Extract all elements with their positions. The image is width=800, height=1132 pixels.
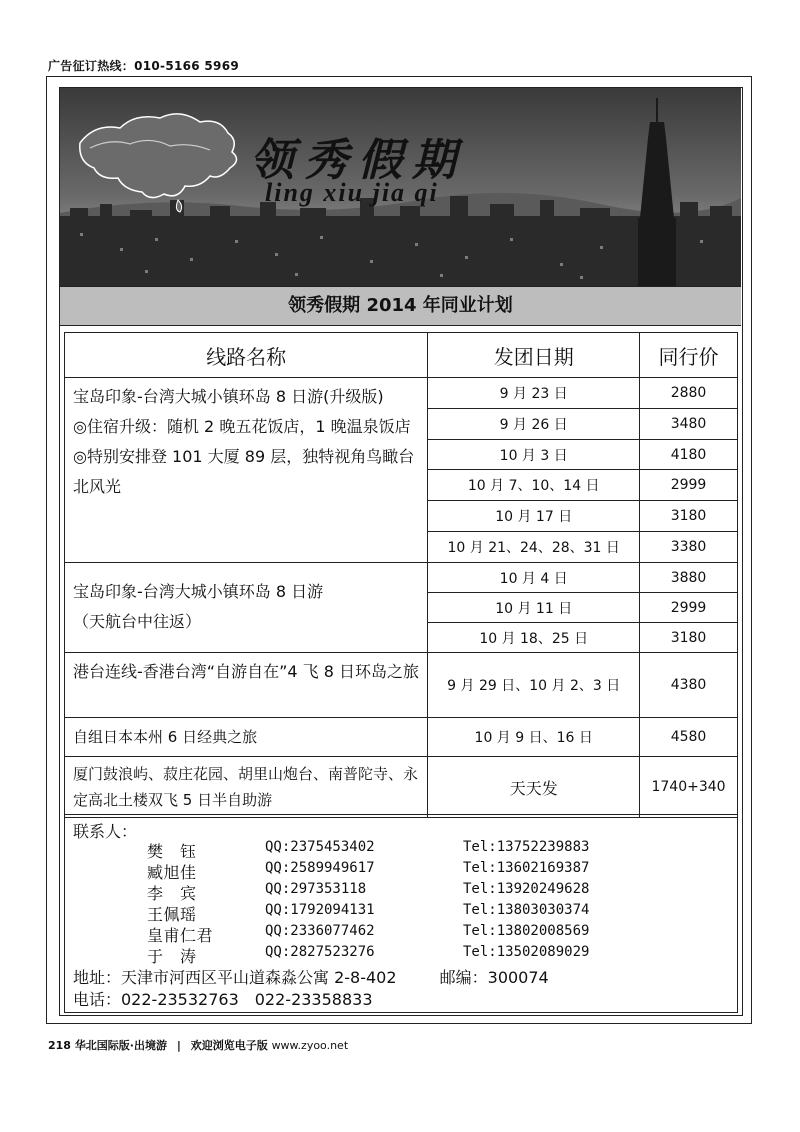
route-line: 厦门鼓浪屿、菽庄花园、胡里山炮台、南普陀寺、永定高北土楼双飞 5 日半自助游 [73,765,419,809]
contact-row [65,923,737,944]
departure-date: 10 月 9 日、16 日 [428,718,640,757]
route-name-cell [65,757,428,818]
departure-date: 9 月 23 日 [428,378,640,409]
address-line [73,965,549,988]
ad-hotline: 广告征订热线：010-5166 5969 [48,59,240,73]
contact-row [65,944,737,965]
trade-price: 3880 [640,563,738,593]
departure-date: 9 月 26 日 [428,408,640,439]
contact-qq: QQ:297353118 [265,881,367,897]
table-row [65,718,738,757]
route-line: （天航台中往返） [73,612,202,631]
edition-name: 华北国际版·出境游 [74,1039,167,1052]
header-route: 线路名称 [65,333,428,378]
trade-price: 2999 [640,470,738,501]
trade-price: 3180 [640,501,738,532]
route-line: 港台连线-香港台湾“自游自在”4 飞 8 日环岛之旅 [73,662,419,681]
contact-qq: QQ:2375453402 [265,839,375,855]
departure-date: 9 月 29 日、10 月 2、3 日 [428,653,640,718]
banner-title-pinyin: ling xiu jia qi [265,178,439,207]
departure-date: 天天发 [428,757,640,818]
trade-price: 2880 [640,378,738,409]
contact-tel: Tel:13803030374 [463,902,590,918]
contact-name: 臧旭佳 [147,863,197,882]
address: 地址：天津市河西区平山道森淼公寓 2-8-402 [73,968,397,987]
footer-divider: | [176,1039,181,1052]
contact-qq: QQ:2336077462 [265,923,375,939]
departure-date: 10 月 3 日 [428,439,640,470]
departure-date: 10 月 17 日 [428,501,640,532]
trade-price: 2999 [640,593,738,623]
trade-price: 4580 [640,718,738,757]
route-line: ◎特别安排登 101 大厦 89 层，独特视角鸟瞰台北风光 [73,447,415,496]
contact-name: 皇甫仁君 [147,926,214,945]
page-footer [48,1037,348,1053]
departure-date: 10 月 11 日 [428,593,640,623]
route-line: 自组日本本州 6 日经典之旅 [73,728,258,746]
contact-tel: Tel:13802008569 [463,923,590,939]
route-name-cell [65,378,428,563]
departure-date: 10 月 18、25 日 [428,623,640,653]
contact-tel: Tel:13602169387 [463,860,590,876]
contact-tel: Tel:13920249628 [463,881,590,897]
header-price: 同行价 [640,333,738,378]
page-number: 218 [48,1039,71,1052]
departure-date: 10 月 21、24、28、31 日 [428,532,640,563]
table-row [65,378,738,409]
contact-name: 王佩瑶 [147,905,197,924]
zip-code: 邮编：300074 [439,968,549,987]
contact-qq: QQ:2589949617 [265,860,375,876]
contact-tel: Tel:13752239883 [463,839,590,855]
table-header-row [65,333,738,378]
contacts-label: 联系人： [73,822,138,841]
table-row [65,563,738,593]
route-name-cell [65,563,428,653]
trade-price: 3180 [640,623,738,653]
footer-website-link[interactable]: www.zyoo.net [271,1039,349,1052]
contact-row [65,902,737,923]
route-line: ◎住宿升级：随机 2 晚五花饭店，1 晚温泉饭店 [73,417,411,436]
route-line: 宝岛印象-台湾大城小镇环岛 8 日游(升级版) [73,387,384,406]
route-name-cell [65,653,428,718]
trade-price: 3380 [640,532,738,563]
contact-qq: QQ:2827523276 [265,944,375,960]
contact-name: 于 涛 [147,947,197,966]
contact-row [65,860,737,881]
contact-tel: Tel:13502089029 [463,944,590,960]
trade-price: 4380 [640,653,738,718]
banner-title-cn: 领秀假期 [250,135,466,186]
contact-row [65,881,737,902]
table-row [65,653,738,718]
header-dates: 发团日期 [428,333,640,378]
departure-date: 10 月 7、10、14 日 [428,470,640,501]
contact-row [65,839,737,860]
plan-title: 领秀假期 2014 年同业计划 [60,286,741,326]
table-row [65,757,738,818]
contacts-box [64,814,738,1013]
contact-qq: QQ:1792094131 [265,902,375,918]
ad-panel [59,87,743,1016]
phone-line: 电话：022-23532763 022-23358833 [73,990,373,1009]
banner [60,88,741,286]
trade-price: 3480 [640,408,738,439]
trade-price: 4180 [640,439,738,470]
departure-date: 10 月 4 日 [428,563,640,593]
contact-name: 樊 钰 [147,842,197,861]
trade-price: 1740+340 [640,757,738,818]
route-line: 宝岛印象-台湾大城小镇环岛 8 日游 [73,582,324,601]
route-table [64,332,738,818]
contact-name: 李 宾 [147,884,197,903]
route-name-cell [65,718,428,757]
footer-promo: 欢迎浏览电子版 [190,1039,268,1052]
